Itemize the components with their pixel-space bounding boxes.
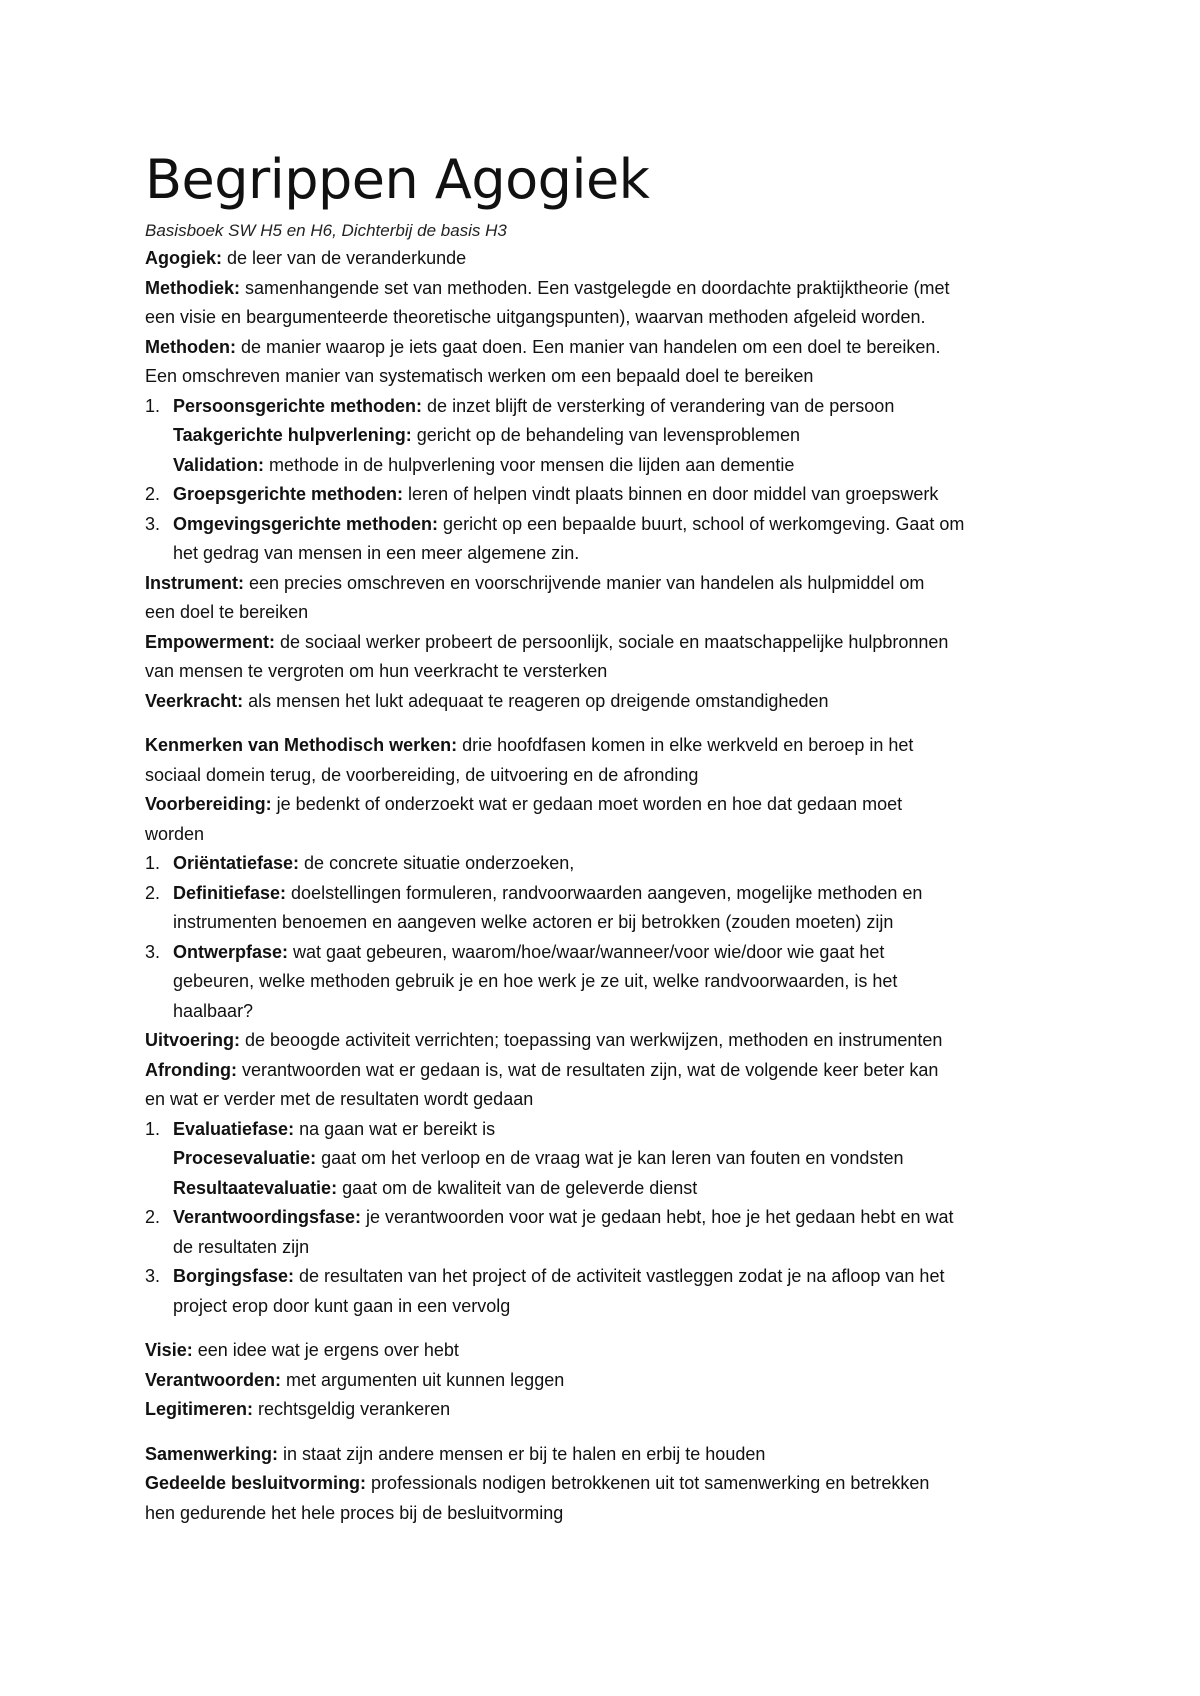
term-label: Afronding: xyxy=(145,1059,237,1080)
list-number: 2. xyxy=(145,484,161,504)
term-label: Omgevingsgerichte methoden: xyxy=(173,513,439,534)
term-definition: de sociaal werker probeert de persoonlijk, sociale en maatschappelijke hulpbronnen xyxy=(275,631,949,652)
term-definition: de resultaten van het project of de activiteit vastleggen zodat je na afloop van het xyxy=(294,1266,945,1286)
document-content xyxy=(145,148,1075,1528)
term-definition: wat gaat gebeuren, waarom/hoe/waar/wanneer/voor wie/door wie gaat het xyxy=(288,941,885,962)
list-item-continuation: project erop door kunt gaan in een vervolg xyxy=(173,1295,511,1316)
definition-methoden xyxy=(145,333,1075,363)
definition-verantwoorden xyxy=(145,1366,1075,1396)
term-label: Definitiefase: xyxy=(173,882,287,903)
term-definition: een idee wat je ergens over hebt xyxy=(192,1340,459,1360)
definition-kenmerken xyxy=(145,731,1075,761)
list-item xyxy=(145,480,1075,510)
definition-samenwerking xyxy=(145,1440,1075,1470)
list-number: 2. xyxy=(145,882,161,903)
sub-item xyxy=(145,1144,1075,1174)
list-number: 3. xyxy=(145,941,161,962)
term-label: Resultaatevaluatie: xyxy=(173,1177,338,1198)
term-label: Procesevaluatie: xyxy=(173,1148,317,1168)
definition-empowerment xyxy=(145,628,1075,658)
term-label: Instrument: xyxy=(145,572,244,593)
term-definition: in staat zijn andere mensen er bij te halen en erbij te houden xyxy=(278,1443,766,1464)
definition-continuation: worden xyxy=(145,823,205,844)
term-definition: je verantwoorden voor wat je gedaan hebt, hoe je het gedaan hebt en wat xyxy=(361,1207,954,1227)
definition-methodiek xyxy=(145,274,1075,304)
term-label: Samenwerking: xyxy=(145,1443,279,1464)
list-number: 1. xyxy=(145,1118,161,1139)
page-title: Begrippen Agogiek xyxy=(145,148,650,211)
list-item xyxy=(145,392,1075,422)
list-item-continuation: het gedrag van mensen in een meer algemene zin. xyxy=(173,543,580,563)
term-definition: drie hoofdfasen komen in elke werkveld en beroep in het xyxy=(457,735,914,755)
term-definition: als mensen het lukt adequaat te reageren op dreigende omstandigheden xyxy=(243,690,829,711)
sub-item xyxy=(145,421,1075,451)
definition-veerkracht xyxy=(145,687,1075,717)
term-label: Verantwoordingsfase: xyxy=(173,1207,362,1227)
definition-continuation: sociaal domein terug, de voorbereiding, de uitvoering en de afronding xyxy=(145,764,699,785)
list-item-continuation: instrumenten benoemen en aangeven welke actoren er bij betrokken (zouden moeten) zijn xyxy=(173,912,894,932)
term-definition: samenhangende set van methoden. Een vastgelegde en doordachte praktijktheorie (met xyxy=(240,277,950,298)
term-label: Gedeelde besluitvorming: xyxy=(145,1473,367,1493)
list-item xyxy=(145,510,1075,540)
term-label: Visie: xyxy=(145,1340,193,1360)
list-item xyxy=(145,1262,1075,1292)
list-item xyxy=(145,1115,1075,1145)
list-number: 2. xyxy=(145,1207,161,1227)
list-item-continuation: haalbaar? xyxy=(173,1000,254,1021)
term-label: Agogiek: xyxy=(145,248,223,268)
term-definition: verantwoorden wat er gedaan is, wat de resultaten zijn, wat de volgende keer beter kan xyxy=(236,1059,939,1080)
term-label: Uitvoering: xyxy=(145,1030,241,1050)
term-label: Methoden: xyxy=(145,336,236,357)
definition-continuation: en wat er verder met de resultaten wordt gedaan xyxy=(145,1089,534,1109)
term-definition: gericht op de behandeling van levensproblemen xyxy=(411,425,801,445)
term-label: Persoonsgerichte methoden: xyxy=(173,395,423,416)
term-label: Validation: xyxy=(173,454,265,475)
sub-item xyxy=(145,1174,1075,1204)
subtitle: Basisboek SW H5 en H6, Dichterbij de basis H3 xyxy=(145,221,507,240)
definition-continuation: van mensen te vergroten om hun veerkracht te versterken xyxy=(145,661,608,681)
term-definition: gaat om het verloop en de vraag wat je kan leren van fouten en vondsten xyxy=(316,1148,904,1168)
section-gap xyxy=(145,716,1075,731)
term-label: Oriëntatiefase: xyxy=(173,853,300,873)
term-definition: rechtsgeldig verankeren xyxy=(253,1399,451,1419)
definition-voorbereiding xyxy=(145,790,1075,820)
section-gap xyxy=(145,1321,1075,1336)
list-number: 1. xyxy=(145,395,161,416)
term-label: Ontwerpfase: xyxy=(173,941,289,962)
definition-uitvoering xyxy=(145,1026,1075,1056)
term-definition: je bedenkt of onderzoekt wat er gedaan moet worden en hoe dat gedaan moet xyxy=(271,794,903,814)
term-label: Borgingsfase: xyxy=(173,1266,295,1286)
list-number: 3. xyxy=(145,1266,161,1286)
term-definition: de concrete situatie onderzoeken, xyxy=(299,853,575,873)
term-label: Groepsgerichte methoden: xyxy=(173,484,404,504)
definition-continuation: een doel te bereiken xyxy=(145,602,309,622)
term-definition: na gaan wat er bereikt is xyxy=(294,1118,496,1139)
term-definition: professionals nodigen betrokkenen uit tot samenwerking en betrekken xyxy=(366,1473,930,1493)
definition-continuation: een visie en beargumenteerde theoretische uitgangspunten), waarvan methoden afgeleid worden. xyxy=(145,307,926,327)
term-definition: de manier waarop je iets gaat doen. Een manier van handelen om een doel te bereiken. xyxy=(235,336,941,357)
term-label: Kenmerken van Methodisch werken: xyxy=(145,735,458,755)
definition-continuation: Een omschreven manier van systematisch werken om een bepaald doel te bereiken xyxy=(145,366,814,386)
term-definition: een precies omschreven en voorschrijvende manier van handelen als hulpmiddel om xyxy=(244,572,925,593)
list-item xyxy=(145,938,1075,968)
term-definition: de inzet blijft de versterking of verandering van de persoon xyxy=(422,395,895,416)
definition-visie xyxy=(145,1336,1075,1366)
term-label: Veerkracht: xyxy=(145,690,244,711)
term-label: Verantwoorden: xyxy=(145,1369,282,1390)
definition-legitimeren xyxy=(145,1395,1075,1425)
term-definition: de leer van de veranderkunde xyxy=(222,248,467,268)
term-definition: de beoogde activiteit verrichten; toepassing van werkwijzen, methoden en instrumenten xyxy=(240,1030,943,1050)
term-label: Voorbereiding: xyxy=(145,794,272,814)
term-label: Methodiek: xyxy=(145,277,241,298)
term-label: Taakgerichte hulpverlening: xyxy=(173,425,412,445)
list-item xyxy=(145,849,1075,879)
term-label: Empowerment: xyxy=(145,631,276,652)
list-item-continuation: de resultaten zijn xyxy=(173,1236,310,1257)
term-label: Evaluatiefase: xyxy=(173,1118,295,1139)
section-gap xyxy=(145,1425,1075,1440)
definition-afronding xyxy=(145,1056,1075,1086)
list-item xyxy=(145,1203,1075,1233)
term-definition: methode in de hulpverlening voor mensen die lijden aan dementie xyxy=(264,454,795,475)
term-label: Legitimeren: xyxy=(145,1399,254,1419)
term-definition: gericht op een bepaalde buurt, school of werkomgeving. Gaat om xyxy=(438,513,965,534)
list-item xyxy=(145,879,1075,909)
definition-instrument xyxy=(145,569,1075,599)
list-item-continuation: gebeuren, welke methoden gebruik je en hoe werk je ze uit, welke randvoorwaarden, is het xyxy=(173,971,898,991)
definition-agogiek xyxy=(145,244,1075,274)
list-number: 3. xyxy=(145,513,161,534)
sub-item xyxy=(145,451,1075,481)
term-definition: gaat om de kwaliteit van de geleverde dienst xyxy=(337,1177,698,1198)
list-number: 1. xyxy=(145,853,161,873)
definition-continuation: hen gedurende het hele proces bij de besluitvorming xyxy=(145,1502,564,1523)
term-definition: met argumenten uit kunnen leggen xyxy=(281,1369,565,1390)
term-definition: leren of helpen vindt plaats binnen en door middel van groepswerk xyxy=(403,484,939,504)
definition-gedeelde-besluitvorming xyxy=(145,1469,1075,1499)
term-definition: doelstellingen formuleren, randvoorwaarden aangeven, mogelijke methoden en xyxy=(286,882,923,903)
